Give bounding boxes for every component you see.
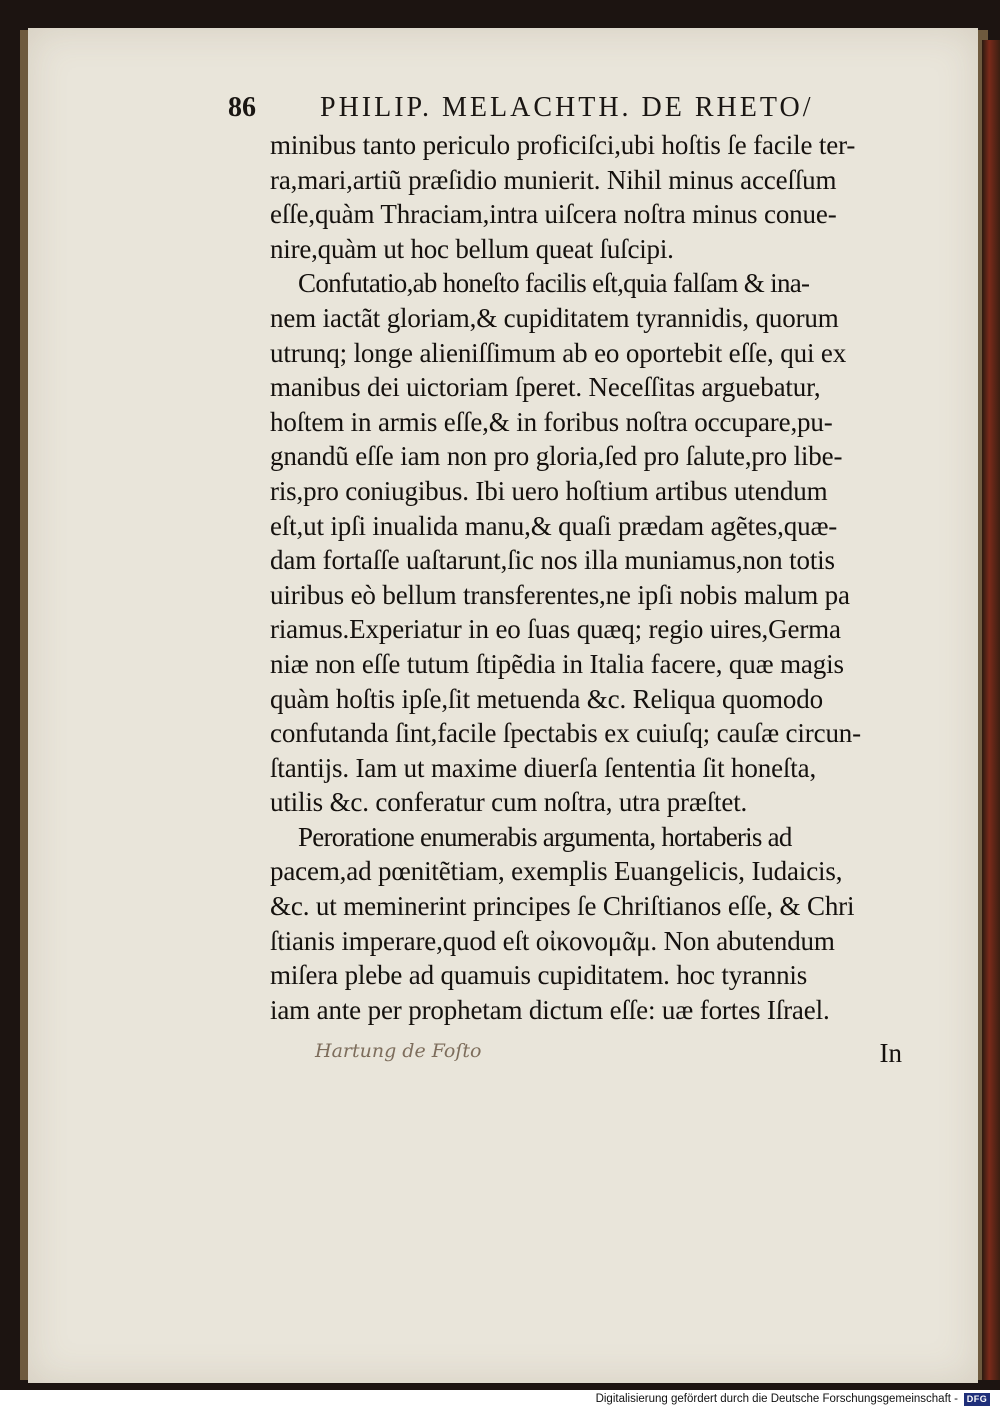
text-line: eſt,ut ipſi inualida manu,& quaſi prædam agẽtes,quæ-	[270, 510, 838, 541]
text-line: eſſe,quàm Thraciam,intra uiſcera noſtra minus conue-	[270, 199, 837, 230]
text-line: hoſtem in armis eſſe,& in foribus noſtra occupare,pu-	[270, 406, 833, 437]
text-line: iam ante per prophetam dictum eſſe: uæ fortes Iſrael.	[270, 994, 830, 1025]
text-line: ris,pro coniugibus. Ibi uero hoſtium artibus utendum	[270, 475, 828, 506]
text-line: pacem,ad pœnitẽtiam, exemplis Euangelicis, Iudaicis,	[270, 856, 843, 887]
text-line: &c. ut meminerint principes ſe Chriſtianos eſſe, & Chri	[270, 891, 855, 922]
catchword: In	[879, 1038, 902, 1068]
binding-edge	[982, 40, 1000, 1380]
footer-credit: Digitalisierung gefördert durch die Deutsche Forschungsgemeinschaft -	[595, 1393, 958, 1405]
text-line: gnandũ eſſe iam non pro gloria,ſed pro ſalute,pro libe-	[270, 441, 843, 472]
text-line: miſera plebe ad quamuis cupiditatem. hoc tyrannis	[270, 960, 808, 991]
page-number: 86	[228, 92, 256, 123]
text-line: nire,quàm ut hoc bellum queat ſuſcipi.	[270, 233, 674, 264]
text-line: minibus tanto periculo proficiſci,ubi hoſtis ſe facile ter-	[270, 130, 856, 160]
text-line: quàm hoſtis ipſe,ſit metuenda &c. Reliqua quomodo	[270, 683, 823, 714]
text-line: utilis &c. conferatur cum noſtra, utra præſtet.	[270, 787, 748, 818]
running-head	[228, 92, 908, 132]
text-line: confutanda ſint,facile ſpectabis ex cuiuſq; cauſæ circun-	[270, 718, 862, 749]
text-line: ſtianis imperare,quod eſt οἰκονομᾶμ. Non abutendum	[270, 925, 835, 956]
text-line: utrunq; longe alieniſſimum ab eo oportebit eſſe, qui ex	[270, 337, 847, 368]
digitization-footer	[0, 1390, 1000, 1410]
text-line: uiribus eò bellum transferentes,ne ipſi nobis malum pa	[270, 579, 850, 610]
text-line: manibus dei uictoriam ſperet. Neceſſitas arguebatur,	[270, 372, 821, 403]
text-line: Peroratione enumerabis argumenta, hortaberis ad	[298, 821, 792, 852]
body-text	[270, 128, 910, 1027]
text-line: ra,mari,artiũ præſidio munierit. Nihil minus acceſſum	[270, 164, 837, 195]
text-line: riamus.Experiatur in eo ſuas quæq; regio uires,Germa	[270, 614, 841, 645]
handwritten-signature: Hartung de Foſto	[315, 1040, 482, 1062]
text-line: dam fortaſſe uaſtarunt,ſic nos illa muniamus,non totis	[270, 545, 835, 576]
text-line: ſtantijs. Iam ut maxime diuerſa ſententia ſit honeſta,	[270, 752, 817, 783]
catchword-row	[270, 1038, 902, 1078]
running-title: PHILIP. MELACHTH. DE RHETO/	[320, 92, 814, 123]
text-line: niæ non eſſe tutum ſtipẽdia in Italia facere, quæ magis	[270, 648, 844, 679]
text-line: nem iactãt gloriam,& cupiditatem tyrannidis, quorum	[270, 302, 839, 333]
dfg-logo: DFG	[964, 1393, 990, 1406]
text-line: Confutatio,ab honeſto facilis eſt,quia falſam & ina-	[298, 268, 810, 299]
